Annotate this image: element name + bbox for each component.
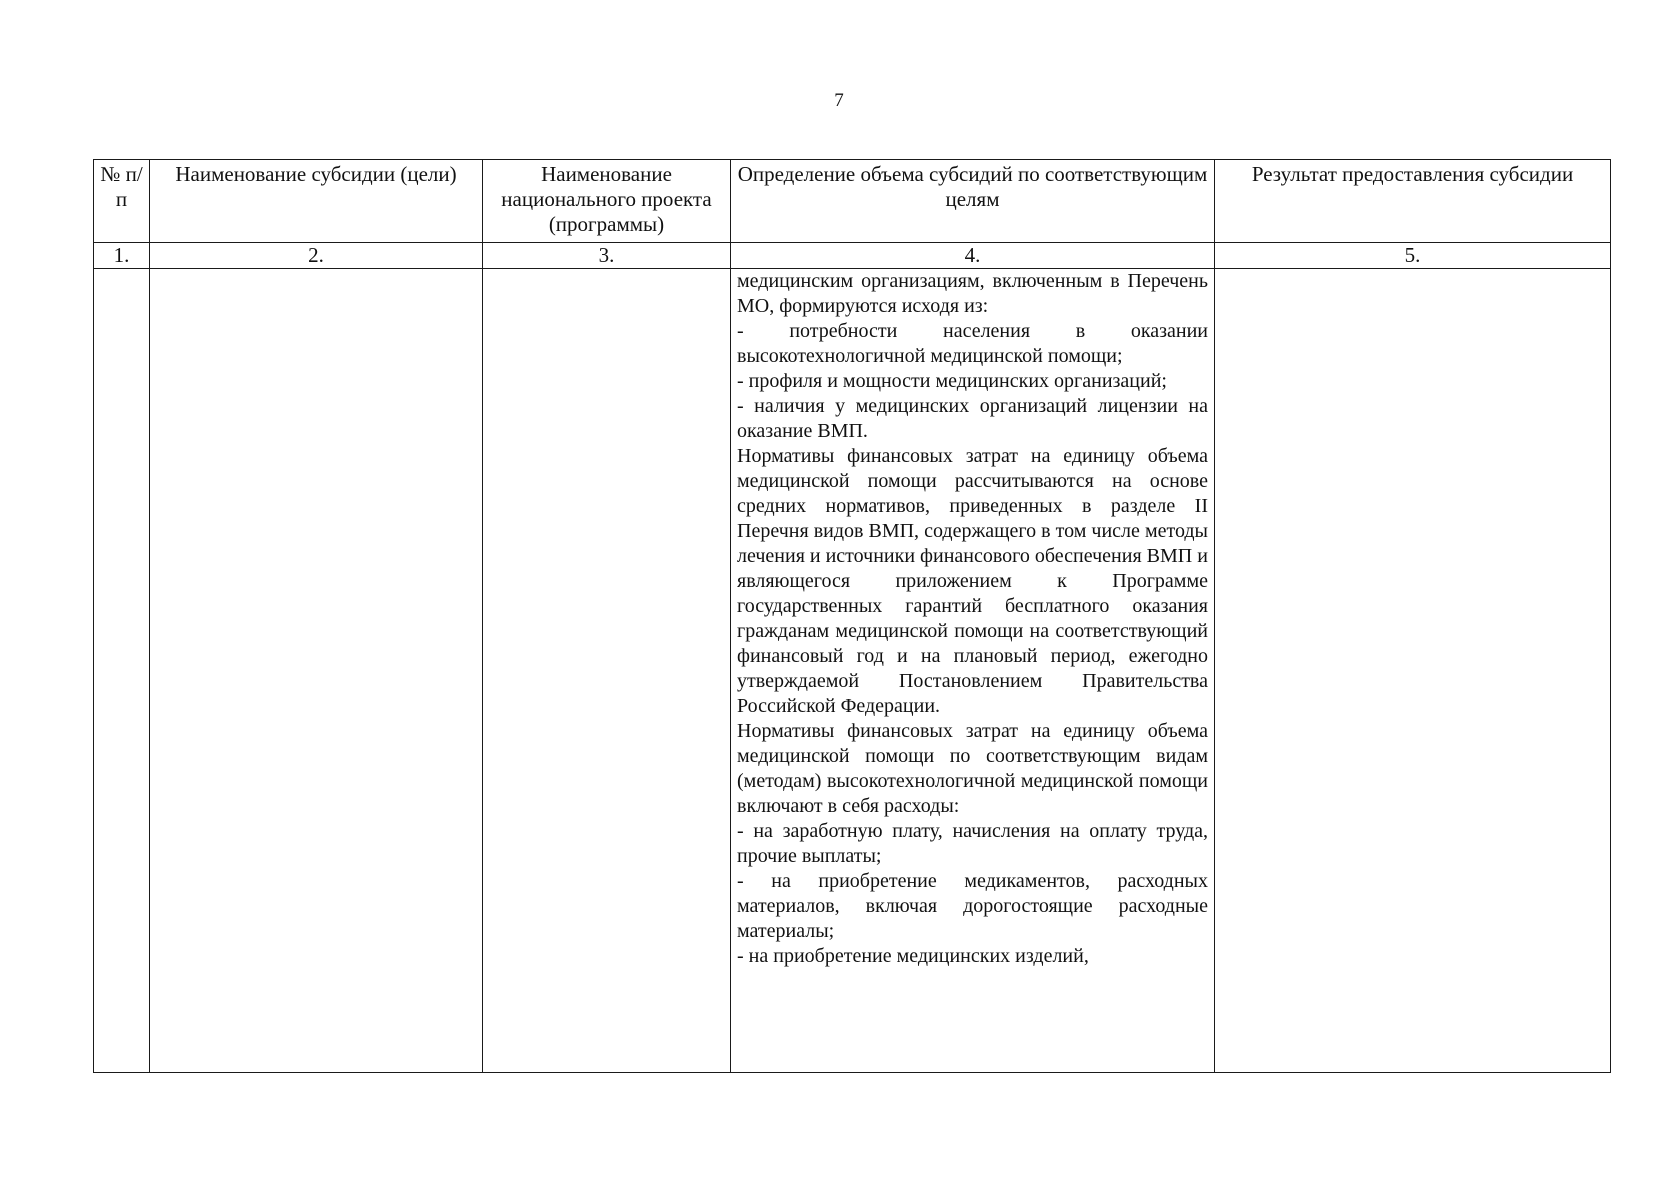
paragraph: Нормативы финансовых затрат на единицу объема медицинской помощи рассчитываются на основе средних нормативов, приведенных в разделе II Перечня видов ВМП, содержащего в том числе методы лечения и источники финансового обеспечения ВМП и [737, 445, 1208, 567]
column-number-row [94, 243, 1611, 269]
cell-volume-definition [731, 269, 1215, 1073]
table-row [94, 269, 1611, 1073]
cell-result [1215, 269, 1611, 1073]
header-volume-definition: Определение объема субсидий по соответствующим целям [731, 160, 1215, 243]
header-subsidy-name: Наименование субсидии (цели) [150, 160, 483, 243]
paragraph: - на заработную плату, начисления на оплату труда, прочие выплаты; [737, 820, 1208, 867]
cell-subsidy-name [150, 269, 483, 1073]
paragraph: являющегося приложением к Программе государственных гарантий бесплатного оказания гражданам медицинской помощи на соответствующий финансовый год и на плановый период, ежегодно утверждаемой Постановлением Правительства Российской Федерации. [737, 570, 1208, 717]
column-number-5: 5. [1215, 243, 1611, 269]
subsidy-table [93, 159, 1611, 1073]
column-number-4: 4. [731, 243, 1215, 269]
paragraph: медицинским организациям, включенным в Перечень МО, формируются исходя из: [737, 270, 1208, 317]
header-result: Результат предоставления субсидии [1215, 160, 1611, 243]
page-number: 7 [834, 90, 844, 111]
paragraph: - на приобретение медицинских изделий, [737, 945, 1089, 967]
paragraph: - профиля и мощности медицинских организаций; [737, 370, 1167, 392]
paragraph: - на приобретение медикаментов, расходных материалов, включая дорогостоящие расходные материалы; [737, 870, 1208, 942]
cell-national-project [483, 269, 731, 1073]
header-number: № п/п [94, 160, 150, 243]
paragraph: - наличия у медицинских организаций лицензии на оказание ВМП. [737, 395, 1208, 442]
header-row [94, 160, 1611, 243]
column-number-1: 1. [94, 243, 150, 269]
paragraph: - потребности населения в оказании высокотехнологичной медицинской помощи; [737, 320, 1208, 367]
cell-number [94, 269, 150, 1073]
paragraph: Нормативы финансовых затрат на единицу объема медицинской помощи по соответствующим видам (методам) высокотехнологичной медицинской помощи включают в себя расходы: [737, 720, 1208, 817]
column-number-2: 2. [150, 243, 483, 269]
header-national-project: Наименование национального проекта (программы) [483, 160, 731, 243]
column-number-3: 3. [483, 243, 731, 269]
